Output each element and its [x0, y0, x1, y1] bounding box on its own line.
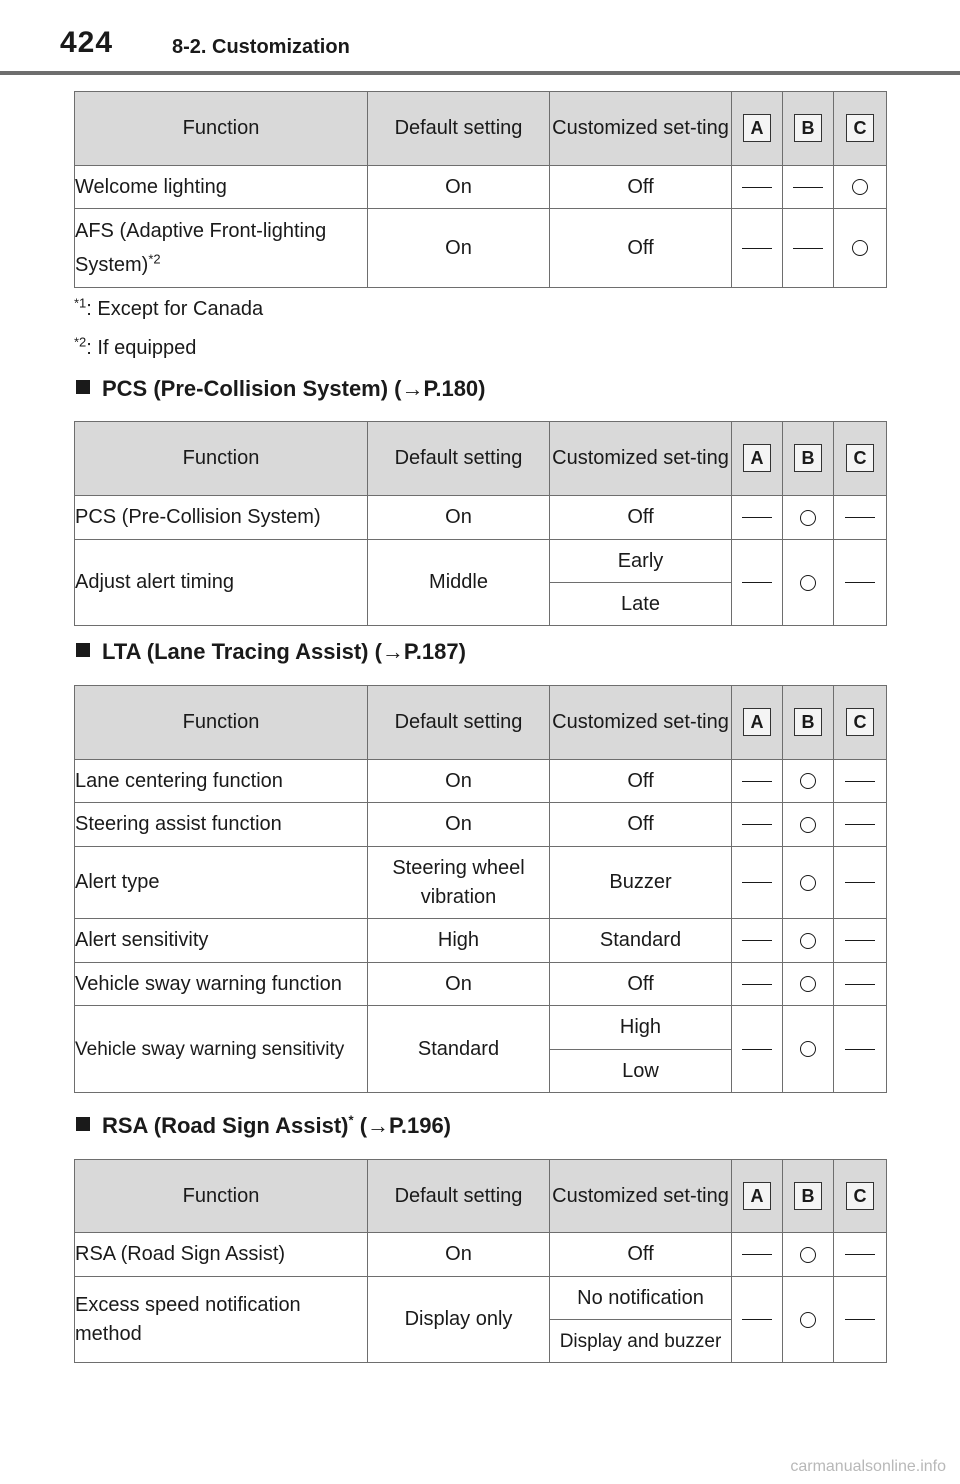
col-b: B	[794, 444, 822, 472]
function-cell: Excess speed notification method	[75, 1277, 368, 1363]
custom-cell: Off	[550, 209, 732, 288]
pcs-heading: PCS (Pre-Collision System) (→P.180)	[76, 376, 486, 402]
dash-mark	[845, 1254, 875, 1255]
custom-option-cell: Late	[550, 583, 732, 626]
rsa-heading: RSA (Road Sign Assist)* (→P.196)	[76, 1113, 451, 1139]
table-row	[75, 540, 887, 583]
footnote-ref: *2	[148, 251, 161, 267]
default-cell: Middle	[368, 540, 550, 626]
table-row	[75, 166, 887, 209]
function-cell: AFS (Adaptive Front-lighting System)$^{*2}$	[75, 209, 368, 288]
default-cell: Display only	[368, 1277, 550, 1363]
dash-mark	[845, 882, 875, 883]
col-function: Function	[75, 422, 368, 496]
custom-option-cell: Low	[550, 1050, 732, 1093]
custom-cell: Off	[550, 496, 732, 540]
function-cell: Alert sensitivity	[75, 919, 368, 963]
circle-mark	[800, 1247, 816, 1263]
circle-mark	[800, 510, 816, 526]
dash-mark	[845, 517, 875, 518]
circle-mark	[800, 1312, 816, 1328]
footnote-2: $^{*2}$: If equipped	[74, 334, 197, 359]
table-row	[75, 1233, 887, 1277]
table-header-row	[75, 686, 887, 760]
circle-mark	[800, 773, 816, 789]
dash-mark	[845, 824, 875, 825]
custom-cell: Off	[550, 760, 732, 803]
default-cell: On	[368, 963, 550, 1006]
function-cell: Steering assist function	[75, 803, 368, 847]
default-cell: On	[368, 166, 550, 209]
default-cell: On	[368, 803, 550, 847]
custom-option-cell: High	[550, 1006, 732, 1050]
col-default: Default setting	[368, 92, 550, 166]
col-customized: Customized set-ting	[550, 92, 732, 166]
col-a: A	[743, 1182, 771, 1210]
function-cell: Alert type	[75, 847, 368, 919]
table-row	[75, 963, 887, 1006]
dash-mark	[742, 1319, 772, 1320]
dash-mark	[742, 824, 772, 825]
default-cell: Standard	[368, 1006, 550, 1093]
lighting-table	[74, 91, 887, 288]
default-cell: Steering wheel vibration	[368, 847, 550, 919]
square-bullet-icon	[76, 1117, 90, 1131]
custom-option-cell: Display and buzzer	[550, 1320, 732, 1363]
dash-mark	[845, 1319, 875, 1320]
square-bullet-icon	[76, 643, 90, 657]
custom-cell: Standard	[550, 919, 732, 963]
table-row	[75, 496, 887, 540]
table-row	[75, 760, 887, 803]
function-cell: Vehicle sway warning sensitivity	[75, 1006, 368, 1093]
dash-mark	[742, 882, 772, 883]
circle-mark	[800, 976, 816, 992]
table-row	[75, 1277, 887, 1320]
default-cell: On	[368, 209, 550, 288]
dash-mark	[845, 582, 875, 583]
function-cell: Lane centering function	[75, 760, 368, 803]
dash-mark	[845, 1049, 875, 1050]
table-row	[75, 209, 887, 288]
function-cell: PCS (Pre-Collision System)	[75, 496, 368, 540]
dash-mark	[742, 187, 772, 188]
function-cell: Welcome lighting	[75, 166, 368, 209]
circle-mark	[800, 933, 816, 949]
lta-table	[74, 685, 887, 1093]
dash-mark	[742, 248, 772, 249]
circle-mark	[800, 875, 816, 891]
function-cell: Adjust alert timing	[75, 540, 368, 626]
col-a: A	[743, 444, 771, 472]
rsa-table	[74, 1159, 887, 1363]
dash-mark	[845, 984, 875, 985]
col-default: Default setting	[368, 422, 550, 496]
circle-mark	[800, 1041, 816, 1057]
dash-mark	[845, 940, 875, 941]
circle-mark	[852, 240, 868, 256]
col-customized: Customized set-ting	[550, 686, 732, 760]
default-cell: On	[368, 496, 550, 540]
square-bullet-icon	[76, 380, 90, 394]
table-header-row	[75, 1160, 887, 1233]
col-c: C	[846, 708, 874, 736]
custom-cell: Off	[550, 1233, 732, 1277]
col-function: Function	[75, 92, 368, 166]
dash-mark	[742, 1049, 772, 1050]
header-rule	[0, 71, 960, 75]
circle-mark	[800, 575, 816, 591]
lta-heading: LTA (Lane Tracing Assist) (→P.187)	[76, 639, 466, 665]
custom-cell: Off	[550, 803, 732, 847]
table-row	[75, 1006, 887, 1050]
page-number: 424	[60, 26, 114, 59]
circle-mark	[800, 817, 816, 833]
col-b: B	[794, 1182, 822, 1210]
custom-option-cell: No notification	[550, 1277, 732, 1320]
custom-option-cell: Early	[550, 540, 732, 583]
custom-cell: Off	[550, 963, 732, 1006]
col-a: A	[743, 708, 771, 736]
dash-mark	[845, 781, 875, 782]
pcs-table	[74, 421, 887, 626]
col-b: B	[794, 114, 822, 142]
footnote-1: $^{*1}$: Except for Canada	[74, 295, 264, 320]
page-header	[0, 0, 960, 76]
col-function: Function	[75, 686, 368, 760]
col-a: A	[743, 114, 771, 142]
table-row	[75, 847, 887, 919]
circle-mark	[852, 179, 868, 195]
col-default: Default setting	[368, 1160, 550, 1233]
default-cell: On	[368, 760, 550, 803]
section-title: 8-2. Customization	[172, 36, 350, 58]
watermark: carmanualsonline.info	[790, 1458, 946, 1475]
table-header-row	[75, 92, 887, 166]
custom-cell: Buzzer	[550, 847, 732, 919]
dash-mark	[742, 582, 772, 583]
default-cell: High	[368, 919, 550, 963]
col-customized: Customized set-ting	[550, 422, 732, 496]
function-cell: Vehicle sway warning function	[75, 963, 368, 1006]
dash-mark	[742, 1254, 772, 1255]
dash-mark	[793, 248, 823, 249]
dash-mark	[742, 781, 772, 782]
dash-mark	[742, 984, 772, 985]
dash-mark	[793, 187, 823, 188]
table-header-row	[75, 422, 887, 496]
table-row	[75, 803, 887, 847]
default-cell: On	[368, 1233, 550, 1277]
dash-mark	[742, 517, 772, 518]
function-cell: RSA (Road Sign Assist)	[75, 1233, 368, 1277]
col-b: B	[794, 708, 822, 736]
dash-mark	[742, 940, 772, 941]
custom-cell: Off	[550, 166, 732, 209]
col-c: C	[846, 1182, 874, 1210]
col-c: C	[846, 114, 874, 142]
col-c: C	[846, 444, 874, 472]
col-default: Default setting	[368, 686, 550, 760]
col-function: Function	[75, 1160, 368, 1233]
table-row	[75, 919, 887, 963]
col-customized: Customized set-ting	[550, 1160, 732, 1233]
